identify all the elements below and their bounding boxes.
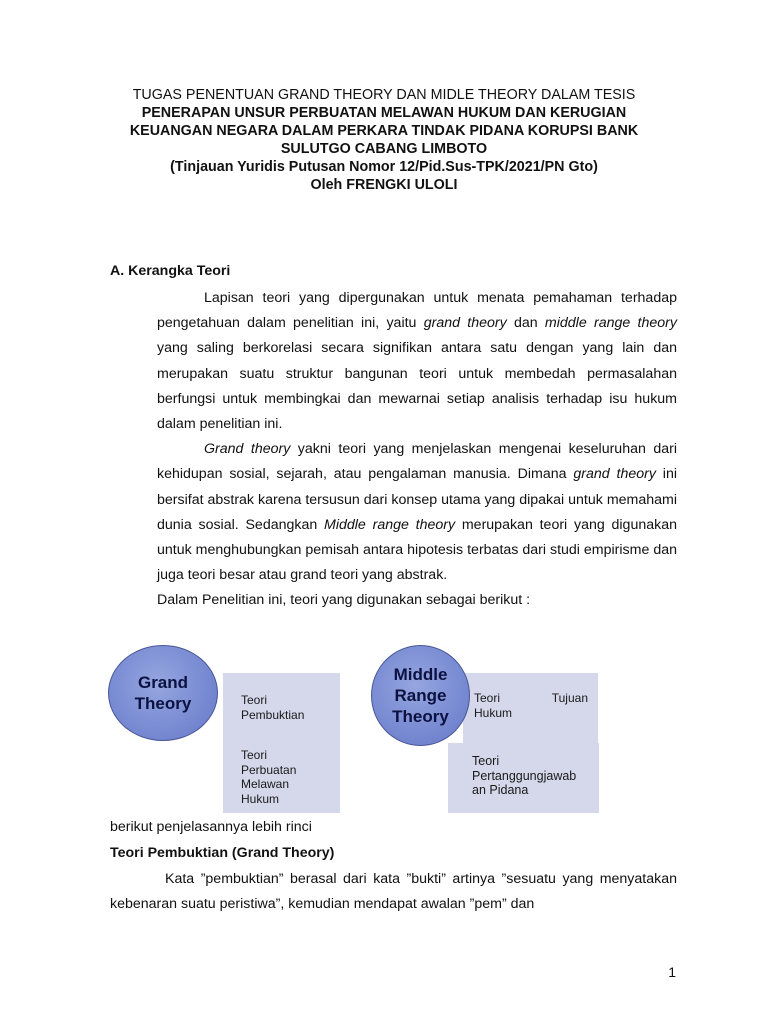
header-line-4: SULUTGO CABANG LIMBOTO bbox=[280, 141, 488, 157]
header-line-2: PENERAPAN UNSUR PERBUATAN MELAWAN HUKUM DAN KERUGIAN bbox=[141, 105, 627, 121]
section-a-body bbox=[157, 286, 677, 614]
header-line-5: (Tinjauan Yuridis Putusan Nomor 12/Pid.Sus-TPK/2021/PN Gto) bbox=[170, 159, 598, 175]
middle-box1-row bbox=[474, 691, 588, 706]
page-number: 1 bbox=[668, 964, 676, 980]
closing-paragraph-block bbox=[110, 867, 677, 917]
header-line-6: Oleh FRENGKI ULOLI bbox=[310, 177, 458, 193]
middle-range-theory-circle bbox=[371, 645, 470, 746]
paragraph-1 bbox=[157, 286, 677, 437]
p1-text-1: Lapisan teori yang dipergunakan untuk menata pemahaman terhadap pengetahuan dalam penelitian ini, yaitu bbox=[157, 290, 677, 332]
document-header bbox=[60, 86, 708, 194]
grand-box-teori-pembuktian bbox=[223, 673, 340, 743]
closing-paragraph: Kata ”pembuktian” berasal dari kata ”bukti” artinya ”sesuatu yang menyatakan kebenaran suatu peristiwa”, kemudian mendapat awalan ”pem” dan bbox=[110, 871, 677, 913]
section-a-title: A. Kerangka Teori bbox=[110, 263, 231, 279]
grand-box2-line1: Teori bbox=[241, 748, 268, 762]
middle-box2-line2: Pertanggungjawab bbox=[472, 768, 577, 783]
p2-em-3: Middle range theory bbox=[324, 516, 456, 533]
grand-theory-circle bbox=[108, 645, 218, 741]
middle-circle-line1: Middle bbox=[393, 665, 448, 684]
p1-text-2: dan bbox=[506, 315, 545, 332]
p2-em-1: Grand theory bbox=[204, 441, 291, 458]
middle-circle-line3: Theory bbox=[392, 707, 449, 726]
p2-text-2: ini bersifat abstrak karena tersusun dari konsep utama yang dipakai untuk memahami dunia sosial. Sedangkan bbox=[157, 466, 677, 533]
subheading-teori-pembuktian: Teori Pembuktian (Grand Theory) bbox=[110, 845, 335, 861]
paragraph-2 bbox=[157, 437, 677, 588]
middle-box2-line1: Teori bbox=[472, 754, 500, 768]
p2-text-3: merupakan teori yang digunakan untuk menghubungkan pemisah antara hipotesis terbatas dari studi empirisme dan juga teori besar atau grand teori yang abstrak. bbox=[157, 516, 677, 584]
grand-circle-line2: Theory bbox=[134, 694, 192, 713]
grand-box2-line3: Melawan bbox=[241, 777, 290, 791]
middle-box1-b: Tujuan bbox=[551, 691, 588, 705]
header-line-3: KEUANGAN NEGARA DALAM PERKARA TINDAK PIDANA KORUPSI BANK bbox=[129, 123, 639, 139]
p2-em-2: grand theory bbox=[573, 466, 656, 483]
p1-em-1: grand theory bbox=[423, 315, 507, 332]
middle-box1-a: Teori bbox=[474, 691, 501, 705]
paragraph-3: Dalam Penelitian ini, teori yang digunakan sebagai berikut : bbox=[157, 592, 531, 609]
p1-em-2: middle range theory bbox=[544, 315, 677, 332]
middle-circle-line2: Range bbox=[394, 686, 447, 705]
header-line-1: TUGAS PENENTUAN GRAND THEORY DAN MIDLE THEORY DALAM TESIS bbox=[132, 87, 636, 103]
p2-text-1: yakni teori yang menjelaskan mengenai keseluruhan dari kehidupan sosial, sejarah, atau pengalaman manusia. Dimana bbox=[157, 441, 677, 483]
grand-circle-line1: Grand bbox=[137, 673, 189, 692]
grand-box2-line4: Hukum bbox=[241, 791, 280, 806]
middle-box1-c: Hukum bbox=[474, 705, 513, 720]
grand-box-teori-perbuatan bbox=[223, 743, 340, 813]
after-diagram-text: berikut penjelasannya lebih rinci bbox=[110, 819, 312, 835]
middle-box-teori-tujuan bbox=[463, 673, 598, 743]
middle-box2-line3: an Pidana bbox=[472, 783, 529, 797]
grand-box1-text: Teori Pembuktian bbox=[241, 693, 305, 722]
middle-box-teori-pertanggungjawaban bbox=[448, 743, 599, 813]
p1-text-3: yang saling berkorelasi secara signifikan antara satu dengan yang lain dan merupakan suatu struktur bangunan teori untuk membedah permasalahan berfungsi untuk membingkai dan mewarnai setiap analisis terhadap isu hukum dalam penelitian ini. bbox=[157, 340, 677, 433]
grand-box2-line2: Perbuatan bbox=[241, 762, 297, 777]
